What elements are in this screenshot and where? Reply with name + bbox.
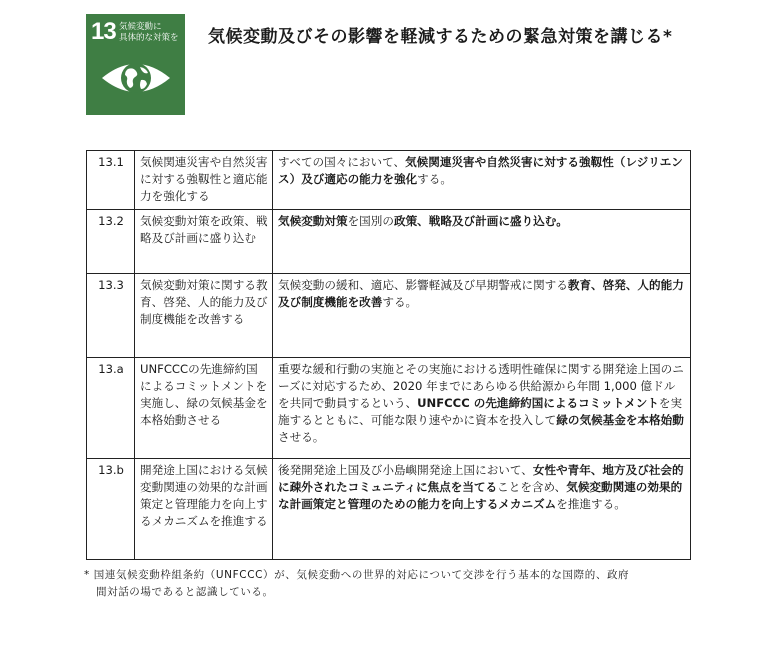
target-description <box>273 151 691 210</box>
description-text: 気候変動の緩和、適応、影響軽減及び早期警戒に関する <box>278 278 568 292</box>
description-emphasis: 女性や青年、地方及び社会的に疎外されたコミュニティに焦点を当てる <box>278 463 684 494</box>
description-text: する。 <box>382 295 418 309</box>
description-text: させる。 <box>278 430 325 444</box>
target-title: 開発途上国における気候変動関連の効果的な計画策定と管理能力を向上するメカニズムを推進する <box>135 459 273 560</box>
target-description <box>273 210 691 274</box>
description-text: ことを含め、 <box>497 480 567 494</box>
target-description <box>273 459 691 560</box>
target-number: 13.a <box>87 358 135 459</box>
description-emphasis: 気候関連災害や自然災害に対する強靱性（レジリエンス）及び適応の能力を強化 <box>278 155 683 186</box>
sdg-13-badge <box>86 14 185 115</box>
table-row <box>87 358 691 459</box>
target-description <box>273 358 691 459</box>
description-text: 重要な緩和行動の実施とその実施における透明性確保に関する開発途上国のニーズに対応するため、2020 年までにあらゆる供給源から年間 1,000 億ドルを共同で動員するという、 <box>278 362 684 410</box>
sdg-subtitle-line1: 気候変動に <box>119 22 162 32</box>
page-title: 気候変動及びその影響を軽減するための緊急対策を講じる* <box>208 27 673 47</box>
description-emphasis: 気候変動関連の効果的な計画策定と管理のための能力を向上するメカニズム <box>278 480 683 511</box>
target-number: 13.b <box>87 459 135 560</box>
table-row <box>87 274 691 358</box>
description-emphasis: 教育、啓発、人的能力及び制度機能を改善 <box>278 278 684 309</box>
description-emphasis: 気候変動対策 <box>278 214 348 228</box>
description-emphasis: 政策、戦略及び計画に盛り込む。 <box>393 214 568 228</box>
target-title: 気候関連災害や自然災害に対する強靱性と適応能力を強化する <box>135 151 273 210</box>
description-text: 後発開発途上国及び小島嶼開発途上国において、 <box>278 463 533 477</box>
footnote-line2: 間対話の場であると認識している。 <box>96 586 274 598</box>
table-row <box>87 459 691 560</box>
table-row <box>87 151 691 210</box>
sdg-subtitle-line2: 具体的な対策を <box>119 33 179 43</box>
table-row <box>87 210 691 274</box>
description-text: すべての国々において、 <box>278 155 406 169</box>
description-text: を実施するとともに、可能な限り速やかに資本を投入して <box>278 396 683 427</box>
target-title: 気候変動対策を政策、戦略及び計画に盛り込む <box>135 210 273 274</box>
target-description <box>273 274 691 358</box>
target-number: 13.1 <box>87 151 135 210</box>
targets-table <box>86 150 691 560</box>
description-text: を国別の <box>347 214 394 228</box>
description-text: する。 <box>417 172 452 186</box>
footnote <box>84 567 694 601</box>
description-emphasis: 緑の気候基金を本格始動 <box>556 413 684 427</box>
eye-globe-icon <box>100 58 172 98</box>
footnote-line1: * 国連気候変動枠組条約（UNFCCC）が、気候変動への世界的対応について交渉を行う基本的な国際的、政府 <box>84 569 630 581</box>
description-emphasis: UNFCCC の先進締約国によるコミットメント <box>417 396 659 410</box>
target-number: 13.3 <box>87 274 135 358</box>
sdg-subtitle <box>119 22 179 44</box>
sdg-number: 13 <box>91 18 116 45</box>
target-title: 気候変動対策に関する教育、啓発、人的能力及び制度機能を改善する <box>135 274 273 358</box>
target-title: UNFCCCの先進締約国によるコミットメントを実施し、緑の気候基金を本格始動させる <box>135 358 273 459</box>
target-number: 13.2 <box>87 210 135 274</box>
description-text: を推進する。 <box>556 497 626 511</box>
